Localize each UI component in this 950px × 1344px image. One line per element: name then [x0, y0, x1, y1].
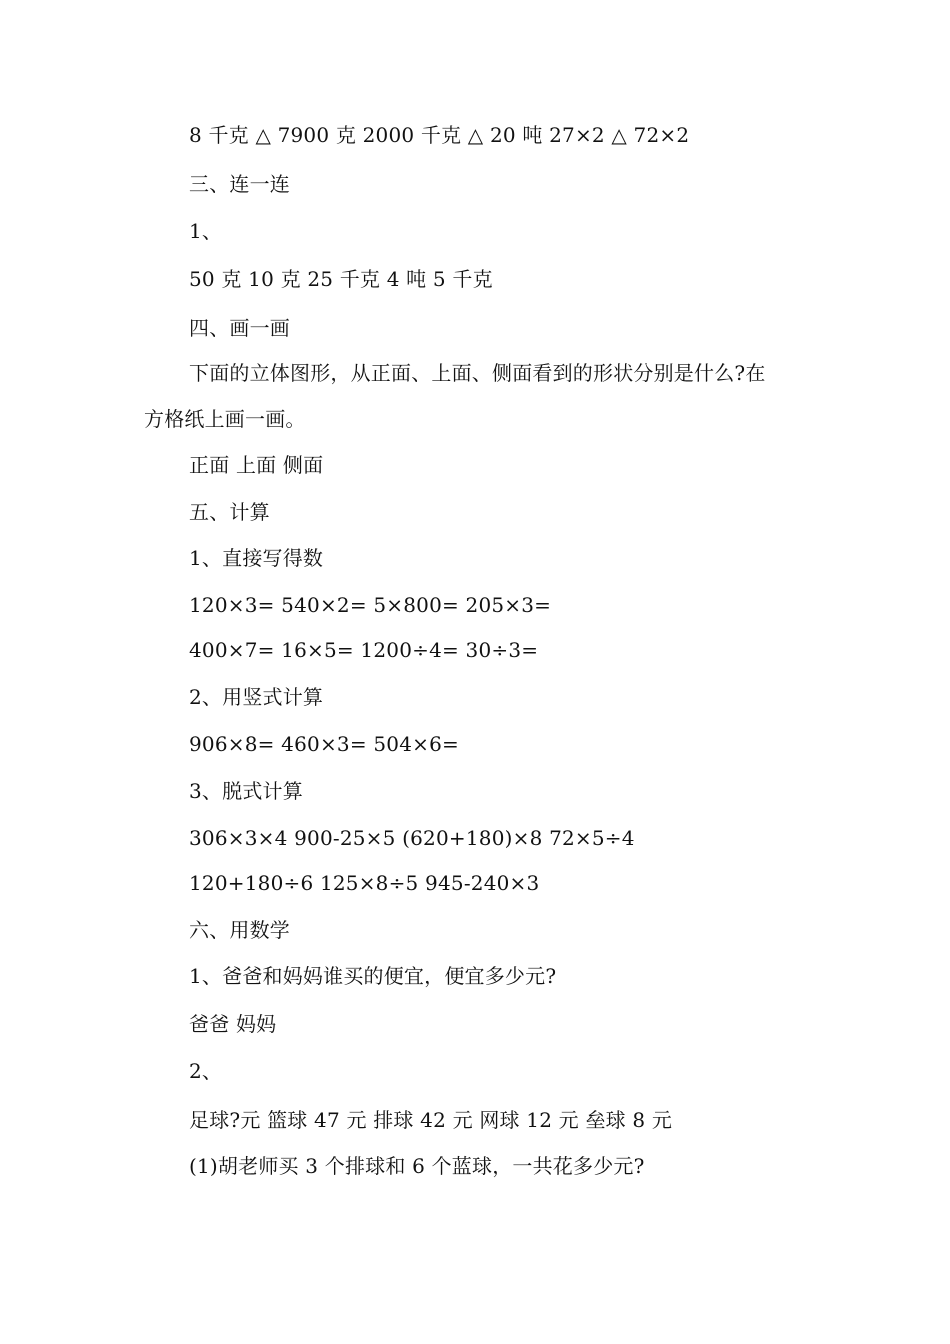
step-calculation-line-2: 120+180÷6 125×8÷5 945-240×3: [189, 871, 540, 895]
word-problem-one: 1、爸爸和妈妈谁买的便宜，便宜多少元?: [189, 964, 557, 988]
section-four-heading: 四、画一画: [189, 316, 290, 340]
ball-price-list: 足球?元 篮球 47 元 排球 42 元 网球 12 元 垒球 8 元: [189, 1108, 673, 1132]
drawing-instruction-line-2: 方格纸上画一画。: [144, 407, 306, 431]
direct-calculation-heading: 1、直接写得数: [189, 546, 324, 570]
vertical-calculation-line: 906×8= 460×3= 504×6=: [189, 732, 459, 756]
step-calculation-heading: 3、脱式计算: [189, 779, 303, 803]
section-three-heading: 三、连一连: [189, 172, 290, 196]
drawing-instruction-line-1: 下面的立体图形，从正面、上面、侧面看到的形状分别是什么?在: [189, 361, 766, 385]
weight-list: 50 克 10 克 25 千克 4 吨 5 千克: [189, 267, 493, 291]
word-problem-two: (1)胡老师买 3 个排球和 6 个蓝球，一共花多少元?: [189, 1154, 645, 1178]
direct-calculation-line-1: 120×3= 540×2= 5×800= 205×3=: [189, 593, 552, 617]
direct-calculation-line-2: 400×7= 16×5= 1200÷4= 30÷3=: [189, 638, 539, 662]
comparison-line: 8 千克 △ 7900 克 2000 千克 △ 20 吨 27×2 △ 72×2: [189, 123, 690, 147]
view-labels: 正面 上面 侧面: [189, 453, 324, 477]
parents-labels: 爸爸 妈妈: [189, 1012, 277, 1036]
step-calculation-line-1: 306×3×4 900-25×5 (620+180)×8 72×5÷4: [189, 826, 635, 850]
vertical-calculation-heading: 2、用竖式计算: [189, 685, 324, 709]
item-one-label: 1、: [189, 219, 223, 243]
section-five-heading: 五、计算: [189, 500, 270, 524]
section-six-heading: 六、用数学: [189, 918, 290, 942]
item-two-label: 2、: [189, 1059, 223, 1083]
